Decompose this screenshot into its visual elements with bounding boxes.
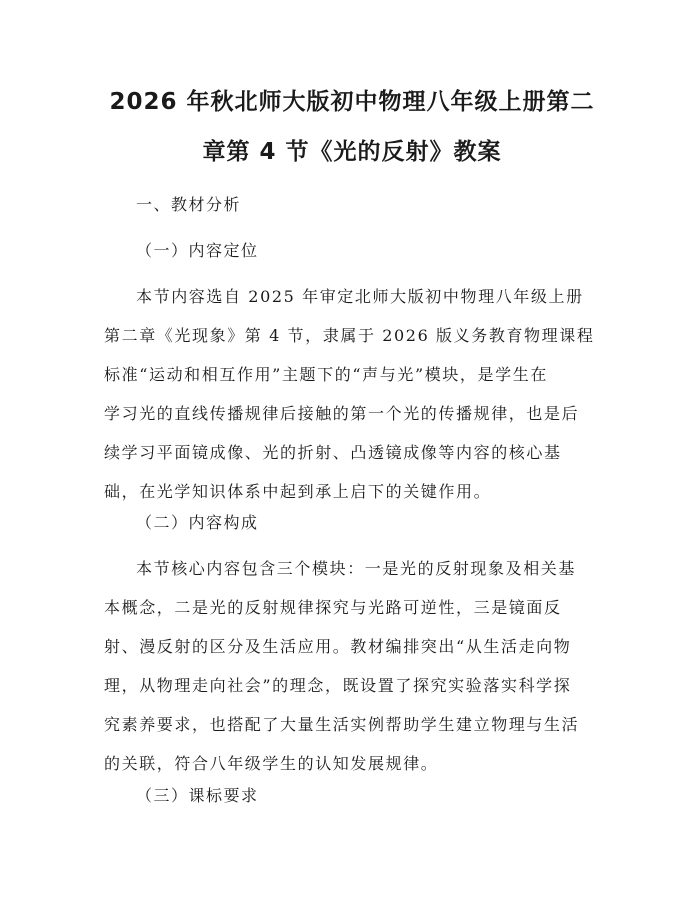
paragraph-line: 究素养要求，也搭配了大量生活实例帮助学生建立物理与生活 xyxy=(104,715,580,734)
paragraph-line: 理，从物理走向社会”的理念，既设置了探究实验落实科学探 xyxy=(104,676,572,695)
paragraph-line: 础，在光学知识体系中起到承上启下的关键作用。 xyxy=(104,482,492,501)
document-title-line-1: 2026 年秋北师大版初中物理八年级上册第二 xyxy=(109,89,595,115)
subsection-heading-curriculum-requirements: （三）课标要求 xyxy=(136,786,259,805)
paragraph-line: 标准“运动和相互作用”主题下的“声与光”模块，是学生在 xyxy=(104,365,548,384)
paragraph-line: 本节内容选自 2025 年审定北师大版初中物理八年级上册 xyxy=(136,287,584,306)
paragraph-line: 本节核心内容包含三个模块：一是光的反射现象及相关基 xyxy=(136,559,577,578)
paragraph-content-composition xyxy=(104,549,602,783)
paragraph-line: 学习光的直线传播规律后接触的第一个光的传播规律，也是后 xyxy=(104,404,580,423)
paragraph-line: 的关联，符合八年级学生的认知发展规律。 xyxy=(104,754,439,773)
paragraph-line: 本概念，二是光的反射规律探究与光路可逆性，三是镜面反 xyxy=(104,598,562,617)
paragraph-line: 射、漫反射的区分及生活应用。教材编排突出“从生活走向物 xyxy=(104,637,572,656)
paragraph-line: 续学习平面镜成像、光的折射、凸透镜成像等内容的核心基 xyxy=(104,443,562,462)
subsection-heading-content-composition: （二）内容构成 xyxy=(136,513,259,532)
paragraph-line: 第二章《光现象》第 4 节，隶属于 2026 版义务教育物理课程 xyxy=(104,326,595,345)
paragraph-content-position xyxy=(104,277,602,511)
section-heading: 一、教材分析 xyxy=(136,195,242,214)
document-title-line-2: 章第 4 节《光的反射》教案 xyxy=(202,139,502,165)
subsection-heading-content-position: （一）内容定位 xyxy=(136,241,259,260)
